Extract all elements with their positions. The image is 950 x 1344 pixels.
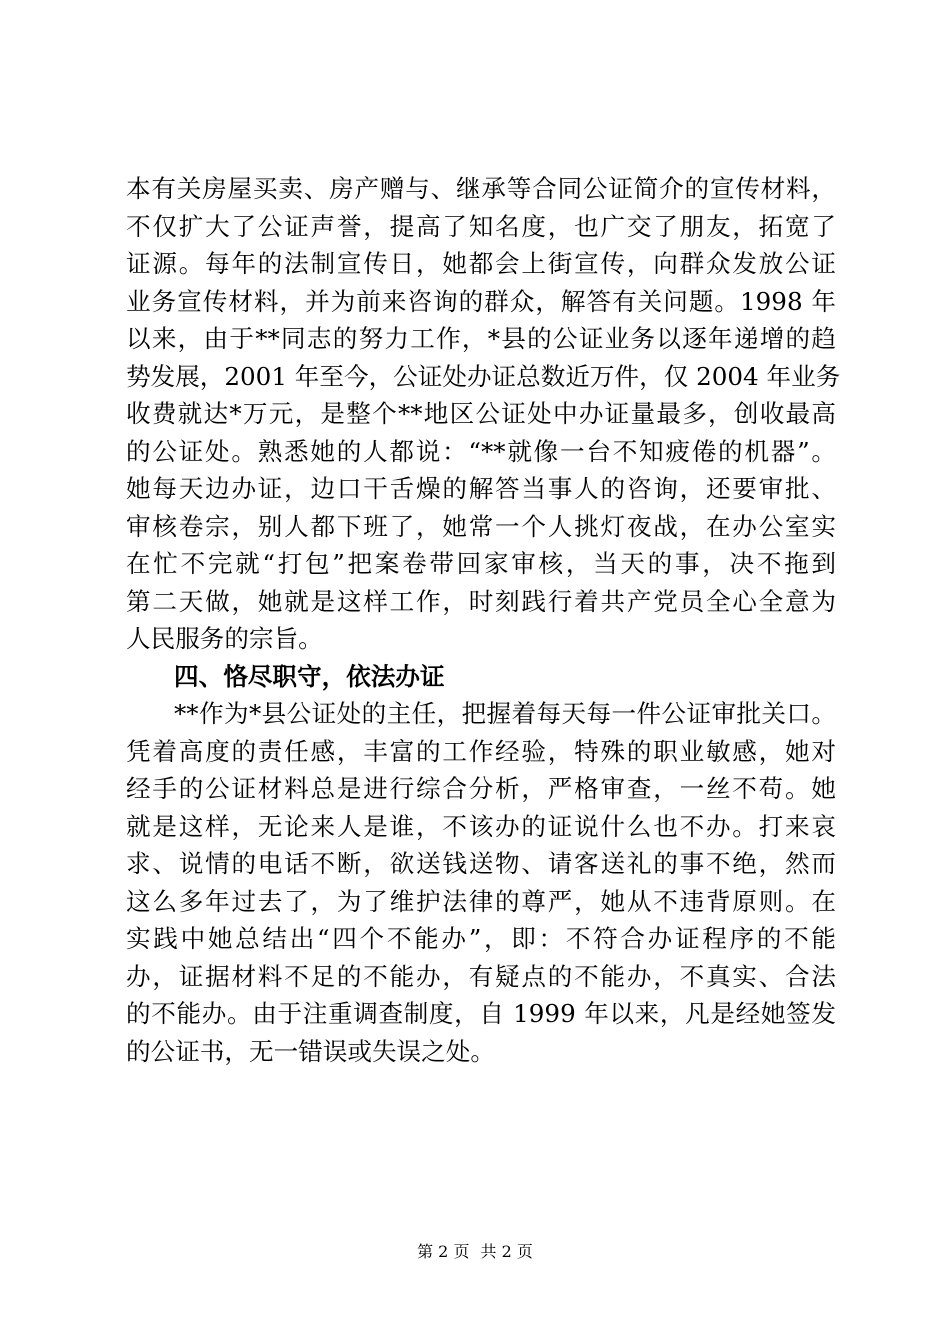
text-line: 不仅扩大了公证声誉，提高了知名度，也广交了朋友，拓宽了 — [126, 211, 836, 241]
text-line: 本有关房屋买卖、房产赠与、继承等合同公证简介的宣传材料， — [126, 174, 836, 203]
text-line: **作为*县公证处的主任，把握着每天每一件公证审批关口。 — [174, 699, 836, 728]
text-line: 凭着高度的责任感，丰富的工作经验，特殊的职业敏感，她对 — [126, 736, 836, 766]
section-heading: 四、恪尽职守，依法办证 — [174, 661, 445, 691]
text-line: 人民服务的宗旨。 — [126, 624, 323, 653]
text-line: 证源。每年的法制宣传日，她都会上街宣传，向群众发放公证 — [126, 249, 836, 278]
text-line: 的不能办。由于注重调查制度，自 1999 年以来，凡是经她签发 — [126, 999, 836, 1028]
page-number: 第 2 页 — [417, 1242, 470, 1261]
text-line: 第二天做，她就是这样工作，时刻践行着共产党员全心全意为 — [126, 586, 836, 616]
paragraph-2 — [126, 695, 836, 1070]
text-line: 审核卷宗，别人都下班了，她常一个人挑灯夜战，在办公室实 — [126, 511, 836, 541]
text-line: 求、说情的电话不断，欲送钱送物、请客送礼的事不绝，然而 — [126, 849, 836, 878]
page-footer — [0, 1241, 950, 1263]
text-line: 她每天边办证，边口干舌燥的解答当事人的咨询，还要审批、 — [126, 474, 836, 503]
text-line: 在忙不完就“打包”把案卷带回家审核，当天的事，决不拖到 — [126, 549, 836, 578]
text-line: 就是这样，无论来人是谁，不该办的证说什么也不办。打来哀 — [126, 811, 836, 841]
paragraph-1 — [126, 170, 841, 658]
text-line: 势发展，2001 年至今，公证处办证总数近万件，仅 2004 年业务 — [126, 361, 841, 391]
document-body — [126, 170, 841, 1070]
text-line: 这么多年过去了，为了维护法律的尊严，她从不违背原则。在 — [126, 886, 836, 916]
text-line: 经手的公证材料总是进行综合分析，严格审查，一丝不苟。她 — [126, 774, 836, 803]
text-line: 的公证处。熟悉她的人都说：“**就像一台不知疲倦的机器”。 — [126, 436, 836, 466]
text-line: 的公证书，无一错误或失误之处。 — [126, 1036, 495, 1066]
text-line: 业务宣传材料，并为前来咨询的群众，解答有关问题。1998 年 — [126, 286, 836, 316]
text-line: 以来，由于**同志的努力工作，*县的公证业务以逐年递增的趋 — [126, 324, 836, 353]
text-line: 办，证据材料不足的不能办，有疑点的不能办，不真实、合法 — [126, 961, 836, 991]
text-line: 收费就达*万元，是整个**地区公证处中办证量最多，创收最高 — [126, 399, 836, 428]
text-line: 实践中她总结出“四个不能办”，即：不符合办证程序的不能 — [126, 924, 836, 953]
page-total: 共 2 页 — [480, 1242, 533, 1261]
